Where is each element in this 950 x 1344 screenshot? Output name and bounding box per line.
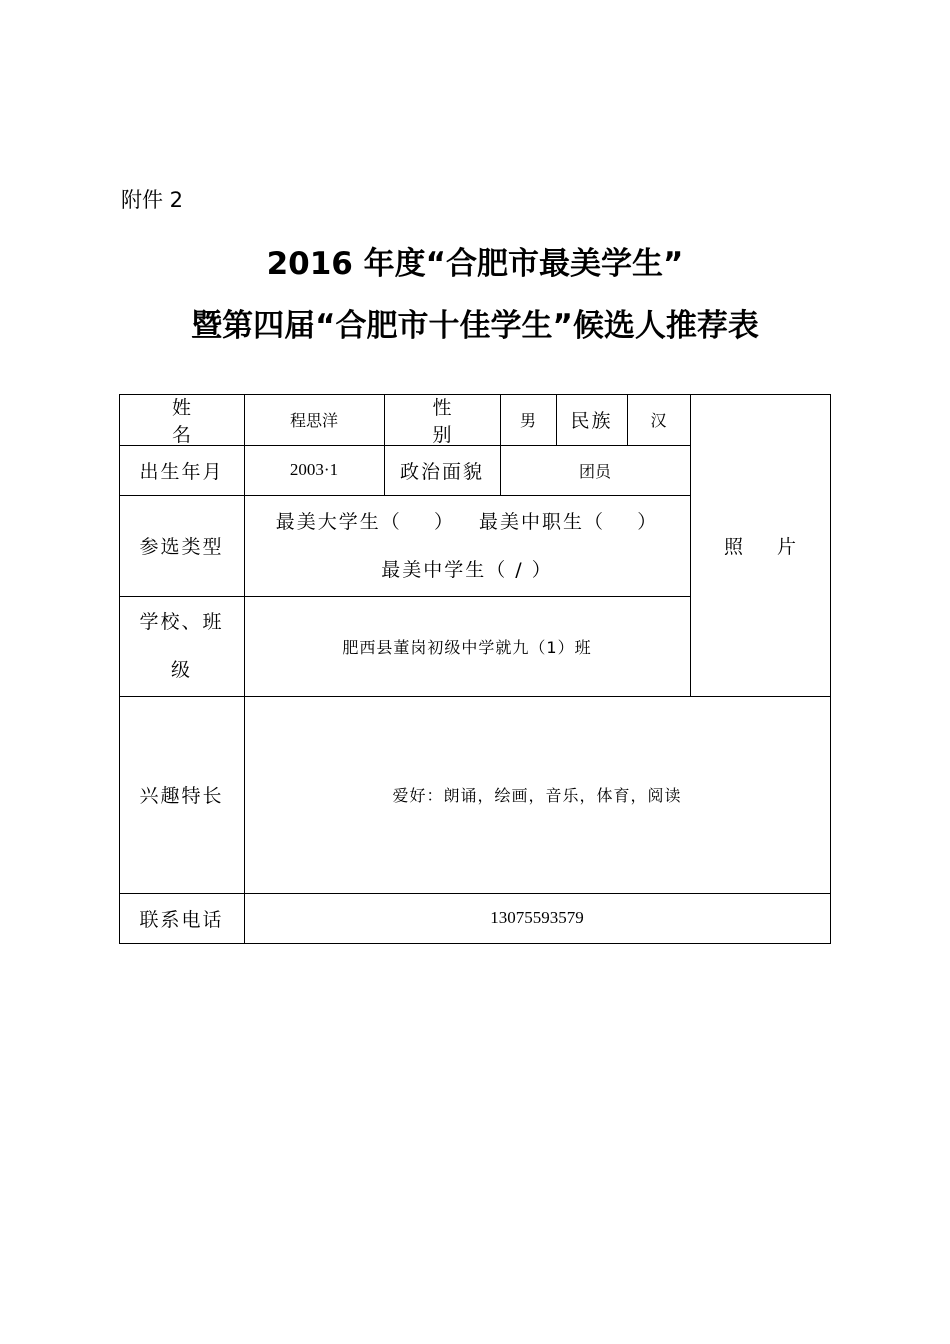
interests-label: 兴趣特长 [139, 785, 224, 807]
ethnicity-value: 汉 [650, 411, 667, 430]
school-value: 肥西县董岗初级中学就九（1）班 [342, 637, 592, 657]
gender-value: 男 [519, 411, 536, 430]
ethnicity-label: 民族 [570, 410, 613, 432]
phone-label: 联系电话 [139, 908, 224, 931]
school-label [119, 596, 244, 696]
recommendation-form-table [119, 394, 831, 944]
category-option-line2: 最美中学生（ / ） [381, 558, 553, 581]
political-label: 政治面貌 [399, 460, 484, 483]
name-value: 程思洋 [289, 411, 338, 430]
form-title-line1: 2016 年度“合肥市最美学生” [266, 246, 684, 282]
school-label-line1: 学校、班 [139, 611, 224, 633]
birth-value: 2003·1 [289, 460, 339, 479]
school-label-line2: 级 [170, 659, 192, 681]
attachment-label: 附件 2 [121, 188, 184, 212]
political-value: 团员 [578, 461, 611, 481]
photo-placeholder: 照片 [724, 535, 831, 558]
category-option-line1: 最美大学生（ ） 最美中职生（ ） [275, 510, 659, 533]
category-options [244, 495, 690, 596]
gender-label: 性别 [432, 396, 482, 446]
interests-value: 爱好：朗诵，绘画，音乐，体育，阅读 [392, 786, 682, 805]
category-label: 参选类型 [139, 536, 224, 558]
form-title-line2: 暨第四届“合肥市十佳学生”候选人推荐表 [191, 308, 759, 344]
phone-value: 13075593579 [490, 908, 584, 927]
birth-label: 出生年月 [139, 460, 224, 483]
name-label: 姓名 [171, 396, 237, 446]
